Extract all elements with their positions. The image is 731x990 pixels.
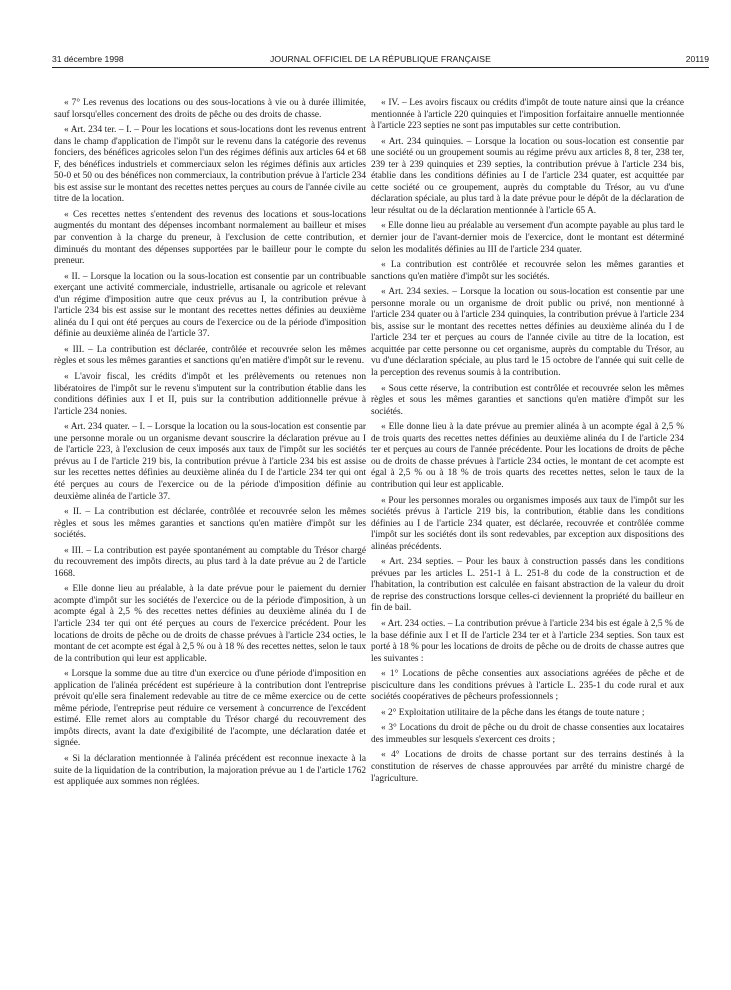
paragraph: « Sous cette réserve, la contribution est contrôlée et recouvrée selon les mêmes règles et sous les mêmes garanties et sanctions qu'en matière d'impôt sur les sociétés. (371, 383, 684, 417)
paragraph: « II. – Lorsque la location ou la sous-location est consentie par un contribuable exerçant une activité commerciale, industrielle, artisanale ou agricole et relevant d'un régime d'imposition autre que ceux prévus au I, la contribution prévue à l'article 234 bis est assise sur le montant des recettes nettes définies au deuxième alinéa du I qui ont été perçues au cours de l'exercice ou de la période d'imposition définie au deuxième alinéa de l'article 37. (54, 271, 366, 340)
journal-title: JOURNAL OFFICIEL DE LA RÉPUBLIQUE FRANÇAISE (270, 54, 491, 64)
paragraph: « Art. 234 septies. – Pour les baux à construction passés dans les conditions prévues par les articles L. 251-1 à L. 251-8 du code de la construction et de l'habitation, la contribution est calculée en faisant abstraction de la valeur du droit de reprise des constructions lorsque celles-ci deviennent la propriété du bailleur en fin de bail. (371, 557, 684, 614)
paragraph: « IV. – Les avoirs fiscaux ou crédits d'impôt de toute nature ainsi que la créance mentionnée à l'article 220 quinquies et l'imposition forfaitaire annuelle mentionnée à l'article 223 septies ne sont pas imputables sur cette contribution. (371, 98, 684, 132)
paragraph: « La contribution est contrôlée et recouvrée selon les mêmes garanties et sanctions qu'en matière d'impôt sur les sociétés. (371, 260, 684, 282)
paragraph: « 4° Locations de droits de chasse portant sur des terrains destinés à la constitution de réserves de chasse approuvées par arrêté du ministre chargé de l'agriculture. (371, 750, 684, 784)
paragraph: « Lorsque la somme due au titre d'un exercice ou d'une période d'imposition en application de l'alinéa précédent est supérieure à la contribution dont l'entreprise prévoit qu'elle sera finalement redevable au titre de ce même exercice ou de cette même période, l'entreprise peut réduire ce versement à concurrence de l'excédent estimé. Elle remet alors au comptable du Trésor chargé du recouvrement des impôts directs, avant la date d'exigibilité de l'acompte, une déclaration datée et signée. (54, 669, 366, 749)
paragraph: « Art. 234 octies. – La contribution prévue à l'article 234 bis est égale à 2,5 % de la base définie aux I et II de l'article 234 ter et à l'article 234 septies. Son taux est porté à 18 % pour les locations de droits de pêche ou de droits de chasse autres que les suivantes : (371, 618, 684, 664)
paragraph: « 1° Locations de pêche consenties aux associations agréées de pêche et de pisciculture dans les conditions prévues à l'article L. 235-1 du code rural et aux sociétés coopératives de pêcheurs professionnels ; (371, 669, 684, 703)
paragraph: « III. – La contribution est déclarée, contrôlée et recouvrée selon les mêmes règles et sous les mêmes garanties et sanctions qu'en matière d'impôt sur le revenu. (54, 344, 366, 367)
paragraph: « Art. 234 quinquies. – Lorsque la location ou sous-location est consentie par une société ou un groupement soumis au régime prévu aux articles 8, 8 ter, 238 ter, 239 ter à 239 quinquies et 239 septies, la contribution prévue à l'article 234 bis, établie dans les conditions définies au I de l'article 234 quater, est acquittée par cette société ou ce groupement, auprès du comptable du Trésor, au vu d'une déclaration spéciale, au plus tard à la date prévue pour le dépôt de la déclaration de leur résultat ou de la déclaration mentionnée à l'article 65 A. (371, 136, 684, 216)
paragraph: « Ces recettes nettes s'entendent des revenus des locations et sous-locations augmentés du montant des dépenses incombant normalement au bailleur et mises par convention à la charge du preneur, à l'exclusion de cette contribution, et diminués du montant des dépenses supportées par le bailleur pour le compte du preneur. (54, 209, 366, 267)
paragraph: « Art. 234 ter. – I. – Pour les locations et sous-locations dont les revenus entrent dans le champ d'application de l'impôt sur le revenu dans la catégorie des revenus fonciers, des bénéfices agricoles selon l'un des régimes définis aux articles 64 et 68 F, des bénéfices industriels et commerciaux selon les régimes définis aux articles 50-0 et 50 ou des bénéfices non commerciaux, la contribution prévue à l'article 234 bis est assise sur le montant des recettes nettes perçues au cours de l'année civile au titre de la location. (54, 125, 366, 205)
page-number: 20119 (685, 54, 709, 64)
page-header (52, 52, 709, 68)
paragraph: « Si la déclaration mentionnée à l'alinéa précédent est reconnue inexacte à la suite de la liquidation de la contribution, la majoration prévue au 1 de l'article 1762 est appliquée aux sommes non réglées. (54, 753, 366, 788)
paragraph: « III. – La contribution est payée spontanément au comptable du Trésor chargé du recouvrement des impôts directs, au plus tard à la date prévue au 2 de l'article 1668. (54, 545, 366, 579)
paragraph: « Elle donne lieu au préalable au versement d'un acompte payable au plus tard le dernier jour de l'avant-dernier mois de l'exercice, dont le montant est déterminé selon les modalités définies au III de l'article 234 quater. (371, 221, 684, 255)
right-column (371, 98, 684, 785)
paragraph: « Elle donne lieu au préalable, à la date prévue pour le paiement du dernier acompte d'impôt sur les sociétés de l'exercice ou de la période d'imposition, à un acompte égal à 2,5 % des recettes nettes définies au deuxième alinéa du I de l'article 234 ter qui ont été perçues au cours de l'exercice précédent. Pour les locations de droits de pêche ou de droits de chasse prévues à l'article 234 octies, le montant de cet acompte est égal à 2,5 % ou à 18 % des recettes nettes, selon le taux de la contribution qui leur est applicable. (54, 584, 366, 664)
paragraph: « 7° Les revenus des locations ou des sous-locations à vie ou à durée illimitée, sauf lorsqu'elles concernent des droits de pêche ou des droits de chasse. (54, 98, 366, 120)
paragraph: « Art. 234 quater. – I. – Lorsque la location ou la sous-location est consentie par une personne morale ou un organisme devant souscrire la déclaration prévue au I de l'article 223, à l'exclusion de ceux imposés aux taux de l'impôt sur les sociétés prévus au I de l'article 219 bis, la contribution prévue à l'article 234 bis est assise sur les recettes nettes définies au deuxième alinéa du I de l'article 234 ter qui ont été perçues au cours de l'exercice ou de la période d'imposition définie au deuxième alinéa de l'article 37. (54, 422, 366, 502)
paragraph: « 2° Exploitation utilitaire de la pêche dans les étangs de toute nature ; (381, 707, 645, 718)
paragraph: « Art. 234 sexies. – Lorsque la location ou sous-location est consentie par une personne morale ou un organisme de droit public ou privé, non mentionné à l'article 234 quater ou à l'article 234 quinquies, la contribution prévue à l'article 234 bis, assise sur le montant des recettes nettes définies au deuxième alinéa du I de l'article 234 ter et perçues au cours de l'année civile au titre de la location, est acquittée par cette personne ou cet organisme, auprès du comptable du Trésor, au vu d'une déclaration spéciale, au plus tard le 15 octobre de l'année qui suit celle de la perception des revenus soumis à la contribution. (371, 287, 684, 379)
header-rule (52, 67, 709, 68)
publication-date: 31 décembre 1998 (52, 54, 124, 64)
paragraph: « Elle donne lieu à la date prévue au premier alinéa à un acompte égal à 2,5 % de trois quarts des recettes nettes définies au deuxième alinéa du I de l'article 234 ter et perçues au cours de l'année précédente. Pour les locations de droits de pêche ou de droits de chasse prévues à l'article 234 octies, le montant de cet acompte est égal à 2,5 % ou à 18 % de trois quarts des recettes nettes, selon le taux de la contribution qui leur est applicable. (371, 422, 684, 490)
left-column (54, 98, 366, 789)
paragraph: « L'avoir fiscal, les crédits d'impôt et les prélèvements ou retenues non libératoires de l'impôt sur le revenu s'imputent sur la contribution établie dans les conditions définies aux I et II, puis sur la contribution additionnelle prévue à l'article 234 nonies. (54, 372, 366, 417)
paragraph: « II. – La contribution est déclarée, contrôlée et recouvrée selon les mêmes règles et sous les mêmes garanties et sanctions qu'en matière d'impôt sur les sociétés. (54, 507, 366, 541)
paragraph: « 3° Locations du droit de pêche ou du droit de chasse consenties aux locataires des immeubles sur lesquels s'exercent ces droits ; (371, 723, 684, 745)
paragraph: « Pour les personnes morales ou organismes imposés aux taux de l'impôt sur les sociétés prévus à l'article 219 bis, la contribution, établie dans les conditions définies au I de l'article 234 quater, est déclarée, recouvrée et contrôlée comme l'impôt sur les sociétés dont ils sont redevables, par exception aux dispositions des alinéas précédents. (371, 495, 684, 552)
